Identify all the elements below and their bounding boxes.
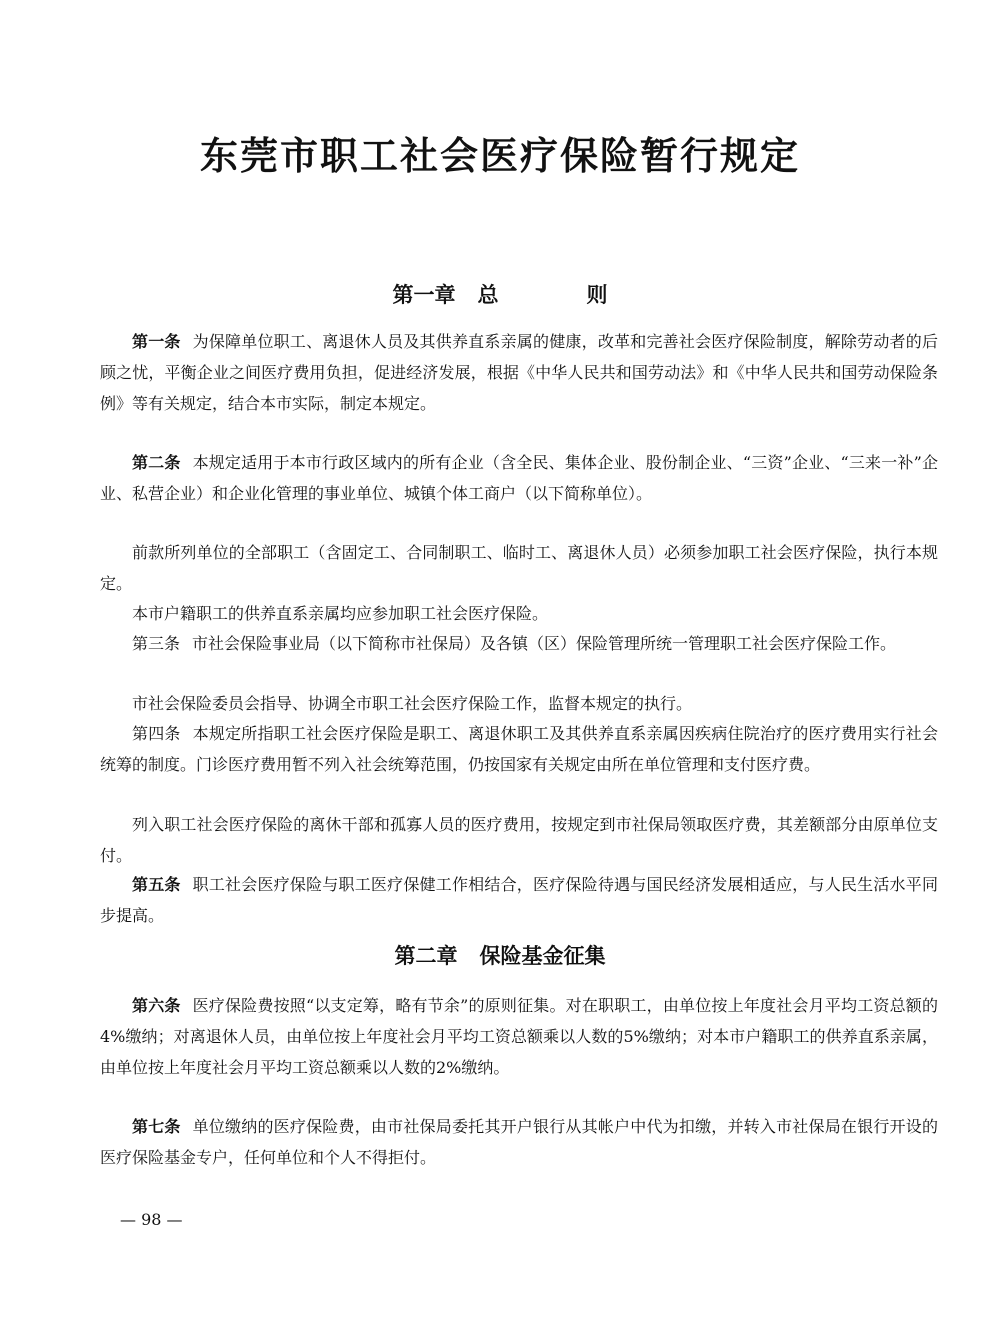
article-4-label: 第四条 bbox=[132, 724, 181, 743]
article-2-paragraph-2: 前款所列单位的全部职工（含固定工、合同制职工、临时工、离退休人员）必须参加职工社会医疗保险，执行本规定。 bbox=[100, 543, 938, 593]
chapter-1-title-part-2: 则 bbox=[586, 283, 608, 307]
chapter-1-title-part-1: 总 bbox=[477, 283, 499, 307]
article-6-text: 医疗保险费按照“以支定筹，略有节余”的原则征集。对在职职工，由单位按上年度社会月平均工资总额的4%缴纳；对离退休人员，由单位按上年度社会月平均工资总额乘以人数的5%缴纳；对本市户籍职工的供养直系亲属，由单位按上年度社会月平均工资总额乘以人数的2%缴纳。 bbox=[100, 996, 938, 1077]
article-1-text: 为保障单位职工、离退休人员及其供养直系亲属的健康，改革和完善社会医疗保险制度，解除劳动者的后顾之忧，平衡企业之间医疗费用负担，促进经济发展，根据《中华人民共和国劳动法》和《中华人民共和国劳动保险条例》等有关规定，结合本市实际，制定本规定。 bbox=[100, 332, 938, 413]
article-2-text: 本规定适用于本市行政区域内的所有企业（含全民、集体企业、股份制企业、“三资”企业、“三来一补”企业、私营企业）和企业化管理的事业单位、城镇个体工商户（以下简称单位）。 bbox=[100, 453, 938, 503]
article-3-label: 第三条 bbox=[132, 634, 181, 653]
article-3-paragraph-2: 市社会保险委员会指导、协调全市职工社会医疗保险工作，监督本规定的执行。 bbox=[132, 694, 693, 713]
article-7 bbox=[100, 1111, 938, 1173]
article-6-label: 第六条 bbox=[132, 996, 181, 1015]
chapter-1-number: 第一章 bbox=[392, 283, 456, 307]
article-3-text: 市社会保险事业局（以下简称市社保局）及各镇（区）保险管理所统一管理职工社会医疗保险工作。 bbox=[192, 634, 897, 653]
article-7-label: 第七条 bbox=[132, 1117, 181, 1136]
chapter-2-number: 第二章 bbox=[394, 944, 458, 968]
article-7-text: 单位缴纳的医疗保险费，由市社保局委托其开户银行从其帐户中代为扣缴，并转入市社保局在银行开设的医疗保险基金专户，任何单位和个人不得拒付。 bbox=[100, 1117, 938, 1167]
article-1 bbox=[100, 326, 938, 419]
article-3 bbox=[100, 628, 938, 659]
document-title: 东莞市职工社会医疗保险暂行规定 bbox=[199, 134, 800, 178]
article-2-paragraph-3: 本市户籍职工的供养直系亲属均应参加职工社会医疗保险。 bbox=[132, 604, 549, 623]
chapter-2-title: 保险基金征集 bbox=[479, 944, 606, 968]
article-5-label: 第五条 bbox=[132, 875, 181, 894]
article-4-text: 本规定所指职工社会医疗保险是职工、离退休职工及其供养直系亲属因疾病住院治疗的医疗费用实行社会统筹的制度。门诊医疗费用暂不列入社会统筹范围，仍按国家有关规定由所在单位管理和支付医疗费。 bbox=[100, 724, 938, 774]
article-5-text: 职工社会医疗保险与职工医疗保健工作相结合，医疗保险待遇与国民经济发展相适应，与人民生活水平同步提高。 bbox=[100, 875, 938, 925]
article-4 bbox=[100, 718, 938, 780]
article-5 bbox=[100, 869, 938, 931]
chapter-2-heading bbox=[0, 941, 1000, 971]
article-2-label: 第二条 bbox=[132, 453, 181, 472]
chapter-1-heading bbox=[0, 280, 1000, 310]
article-2 bbox=[100, 447, 938, 509]
page-number: — 98 — bbox=[120, 1210, 183, 1229]
article-1-label: 第一条 bbox=[132, 332, 181, 351]
article-6 bbox=[100, 990, 938, 1083]
article-4-paragraph-2: 列入职工社会医疗保险的离休干部和孤寡人员的医疗费用，按规定到市社保局领取医疗费，其差额部分由原单位支付。 bbox=[100, 815, 938, 865]
